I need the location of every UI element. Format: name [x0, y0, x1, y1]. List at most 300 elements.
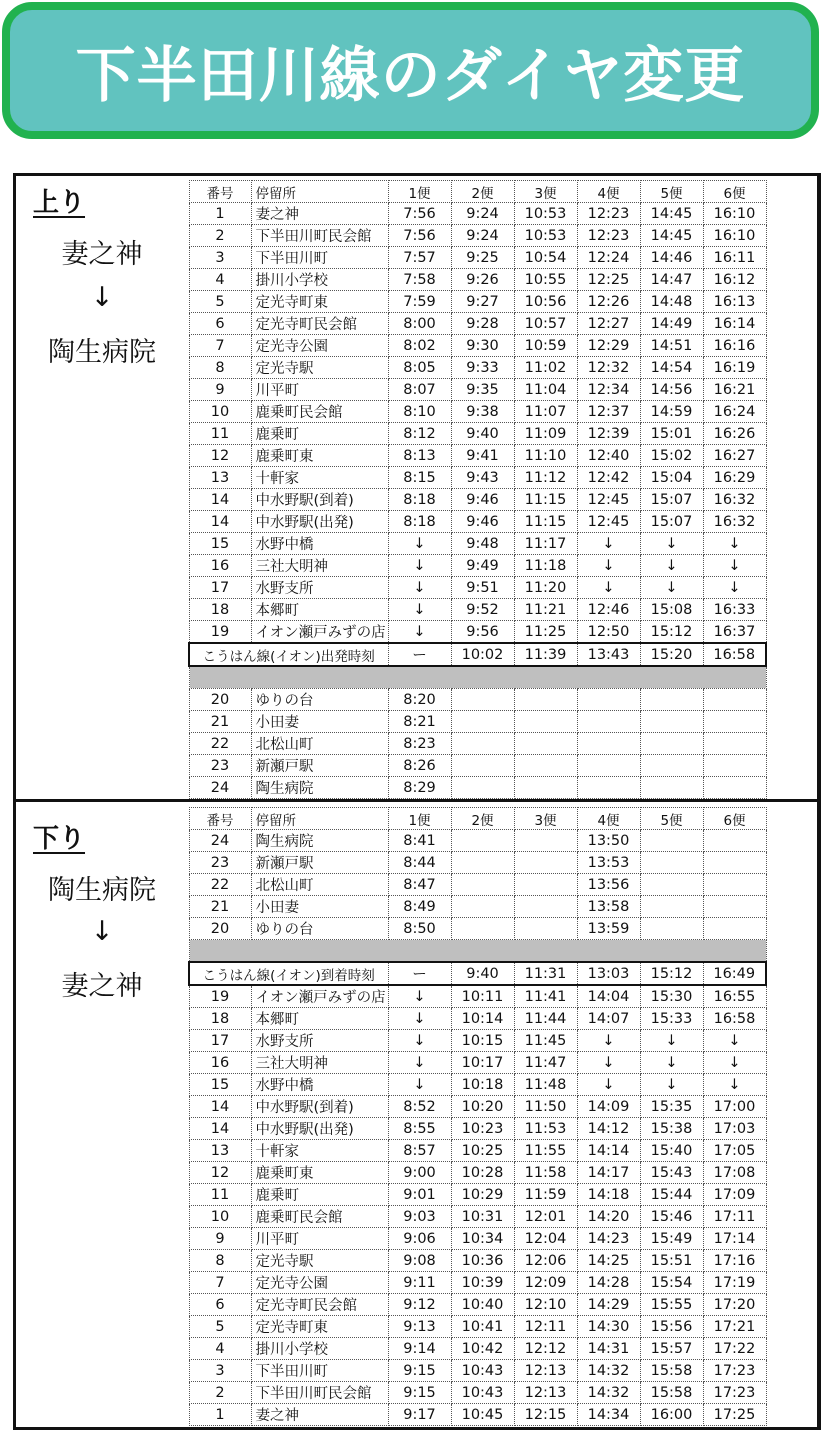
- departure-time: 17:23: [703, 1382, 766, 1404]
- departure-time: 7:56: [388, 225, 451, 247]
- table-row: [189, 918, 766, 940]
- table-row: [189, 335, 766, 357]
- connection-time: 16:58: [703, 643, 766, 666]
- departure-time: ↓: [577, 533, 640, 555]
- departure-time: 8:23: [388, 733, 451, 755]
- stop-name: 掛川小学校: [251, 1338, 388, 1360]
- stop-name: 本郷町: [251, 1008, 388, 1030]
- stop-number: 13: [189, 1140, 251, 1162]
- departure-time: ↓: [388, 985, 451, 1008]
- departure-time: 16:00: [640, 1404, 703, 1426]
- departure-time: 12:34: [577, 379, 640, 401]
- stop-name: 小田妻: [251, 896, 388, 918]
- departure-time: 14:30: [577, 1316, 640, 1338]
- departure-time: 12:24: [577, 247, 640, 269]
- departure-time: 15:01: [640, 423, 703, 445]
- departure-time: 11:18: [514, 555, 577, 577]
- departure-time: 17:14: [703, 1228, 766, 1250]
- departure-time: 15:43: [640, 1162, 703, 1184]
- departure-time: 15:38: [640, 1118, 703, 1140]
- departure-time: 11:55: [514, 1140, 577, 1162]
- stop-number: 11: [189, 1184, 251, 1206]
- stop-name: 中水野駅(出発): [251, 511, 388, 533]
- departure-time: [703, 755, 766, 777]
- connection-time: 15:20: [640, 643, 703, 666]
- departure-time: 12:11: [514, 1316, 577, 1338]
- stop-number: 10: [189, 401, 251, 423]
- connection-time: ー: [388, 962, 451, 985]
- departure-time: 16:26: [703, 423, 766, 445]
- departure-time: [514, 755, 577, 777]
- stop-name: 下半田川町民会館: [251, 225, 388, 247]
- table-row: [189, 225, 766, 247]
- table-row: [189, 357, 766, 379]
- departure-time: 14:34: [577, 1404, 640, 1426]
- stop-name: 陶生病院: [251, 830, 388, 852]
- departure-time: 8:13: [388, 445, 451, 467]
- table-row: [189, 1052, 766, 1074]
- stop-name: 水野支所: [251, 1030, 388, 1052]
- table-row: [189, 533, 766, 555]
- stop-name: 鹿乗町: [251, 423, 388, 445]
- table-row: [189, 555, 766, 577]
- departure-time: 13:58: [577, 896, 640, 918]
- table-row: [189, 777, 766, 799]
- departure-time: 10:14: [451, 1008, 514, 1030]
- departure-time: 14:25: [577, 1250, 640, 1272]
- departure-time: 7:57: [388, 247, 451, 269]
- departure-time: 10:41: [451, 1316, 514, 1338]
- departure-time: 10:45: [451, 1404, 514, 1426]
- departure-time: 16:27: [703, 445, 766, 467]
- departure-time: 14:47: [640, 269, 703, 291]
- stop-number: 14: [189, 1096, 251, 1118]
- table-row: [189, 511, 766, 533]
- column-header: 5便: [640, 181, 703, 203]
- stop-name: 北松山町: [251, 874, 388, 896]
- connection-time: 11:39: [514, 643, 577, 666]
- stop-number: 21: [189, 896, 251, 918]
- connection-label: こうはん線(イオン)到着時刻: [189, 962, 388, 985]
- departure-time: 16:55: [703, 985, 766, 1008]
- stop-number: 16: [189, 555, 251, 577]
- departure-time: 11:20: [514, 577, 577, 599]
- departure-time: 16:16: [703, 335, 766, 357]
- departure-time: 15:02: [640, 445, 703, 467]
- departure-time: 17:16: [703, 1250, 766, 1272]
- departure-time: 12:40: [577, 445, 640, 467]
- table-row: [189, 1096, 766, 1118]
- departure-time: 8:12: [388, 423, 451, 445]
- departure-time: 8:10: [388, 401, 451, 423]
- stop-number: 23: [189, 852, 251, 874]
- departure-time: [640, 852, 703, 874]
- stop-name: 定光寺町民会館: [251, 1294, 388, 1316]
- departure-time: [577, 755, 640, 777]
- stop-name: 新瀬戸駅: [251, 755, 388, 777]
- departure-time: 9:56: [451, 621, 514, 644]
- departure-time: [640, 874, 703, 896]
- departure-time: [451, 711, 514, 733]
- departure-time: 15:56: [640, 1316, 703, 1338]
- connection-time: 10:02: [451, 643, 514, 666]
- departure-time: 14:59: [640, 401, 703, 423]
- departure-time: ↓: [577, 1052, 640, 1074]
- departure-time: 17:23: [703, 1360, 766, 1382]
- departure-time: 14:45: [640, 203, 703, 225]
- column-header: 4便: [577, 808, 640, 830]
- stop-name: 下半田川町: [251, 247, 388, 269]
- stop-number: 1: [189, 1404, 251, 1426]
- departure-time: 9:43: [451, 467, 514, 489]
- table-row: [189, 755, 766, 777]
- column-header: 1便: [388, 808, 451, 830]
- departure-time: ↓: [388, 555, 451, 577]
- table-row: [189, 401, 766, 423]
- stop-number: 5: [189, 291, 251, 313]
- departure-time: 17:22: [703, 1338, 766, 1360]
- departure-time: 9:17: [388, 1404, 451, 1426]
- column-header: 停留所: [251, 181, 388, 203]
- departure-time: 8:07: [388, 379, 451, 401]
- departure-time: 9:14: [388, 1338, 451, 1360]
- departure-time: 16:32: [703, 511, 766, 533]
- departure-time: [703, 874, 766, 896]
- departure-time: 11:21: [514, 599, 577, 621]
- table-row: [189, 1272, 766, 1294]
- stop-name: 水野支所: [251, 577, 388, 599]
- departure-time: 9:08: [388, 1250, 451, 1272]
- departure-time: 7:59: [388, 291, 451, 313]
- departure-time: 15:40: [640, 1140, 703, 1162]
- table-row: [189, 203, 766, 225]
- stop-name: 陶生病院: [251, 777, 388, 799]
- departure-time: 16:13: [703, 291, 766, 313]
- departure-time: 9:51: [451, 577, 514, 599]
- departure-time: 8:00: [388, 313, 451, 335]
- departure-time: ↓: [388, 1074, 451, 1096]
- departure-time: 10:23: [451, 1118, 514, 1140]
- departure-time: ↓: [640, 1052, 703, 1074]
- table-row: [189, 577, 766, 599]
- stop-name: 定光寺町民会館: [251, 313, 388, 335]
- departure-time: 8:21: [388, 711, 451, 733]
- departure-time: 14:46: [640, 247, 703, 269]
- departure-time: 14:48: [640, 291, 703, 313]
- destination-stop-up: 陶生病院: [48, 337, 156, 368]
- departure-time: [514, 733, 577, 755]
- stop-number: 14: [189, 489, 251, 511]
- departure-time: 10:56: [514, 291, 577, 313]
- departure-time: 14:45: [640, 225, 703, 247]
- departure-time: 10:53: [514, 203, 577, 225]
- departure-time: 9:00: [388, 1162, 451, 1184]
- departure-time: ↓: [388, 1030, 451, 1052]
- separator-row: [189, 666, 766, 689]
- departure-time: 8:05: [388, 357, 451, 379]
- departure-time: 16:10: [703, 225, 766, 247]
- departure-time: [703, 733, 766, 755]
- departure-time: 12:13: [514, 1360, 577, 1382]
- departure-time: 9:48: [451, 533, 514, 555]
- departure-time: 12:32: [577, 357, 640, 379]
- departure-time: 9:25: [451, 247, 514, 269]
- departure-time: 15:44: [640, 1184, 703, 1206]
- connection-time: 13:03: [577, 962, 640, 985]
- table-row: [189, 1316, 766, 1338]
- separator-row: [189, 940, 766, 963]
- departure-time: 10:54: [514, 247, 577, 269]
- departure-time: 9:35: [451, 379, 514, 401]
- departure-time: 9:33: [451, 357, 514, 379]
- departure-time: 9:38: [451, 401, 514, 423]
- stop-number: 2: [189, 225, 251, 247]
- departure-time: 11:45: [514, 1030, 577, 1052]
- table-row: [189, 852, 766, 874]
- departure-time: 12:46: [577, 599, 640, 621]
- departure-time: [451, 830, 514, 852]
- stop-number: 18: [189, 599, 251, 621]
- connection-time: 16:49: [703, 962, 766, 985]
- column-header: 停留所: [251, 808, 388, 830]
- departure-time: 9:49: [451, 555, 514, 577]
- stop-number: 14: [189, 1118, 251, 1140]
- table-row: [189, 1140, 766, 1162]
- stop-number: 15: [189, 1074, 251, 1096]
- departure-time: 14:23: [577, 1228, 640, 1250]
- table-row: [189, 1118, 766, 1140]
- departure-time: ↓: [640, 1074, 703, 1096]
- departure-time: ↓: [703, 533, 766, 555]
- departure-time: 9:15: [388, 1382, 451, 1404]
- table-header-row: [189, 808, 766, 830]
- stop-number: 5: [189, 1316, 251, 1338]
- stop-name: 中水野駅(到着): [251, 1096, 388, 1118]
- departure-time: ↓: [388, 1052, 451, 1074]
- stop-name: 川平町: [251, 379, 388, 401]
- departure-time: 7:56: [388, 203, 451, 225]
- departure-time: [451, 755, 514, 777]
- departure-time: [451, 733, 514, 755]
- departure-time: [451, 874, 514, 896]
- table-header-row: [189, 181, 766, 203]
- departure-time: 14:09: [577, 1096, 640, 1118]
- separator-cell: [189, 666, 766, 689]
- stop-name: イオン瀬戸みずの店: [251, 985, 388, 1008]
- timetable-up: [188, 180, 767, 799]
- departure-time: 10:20: [451, 1096, 514, 1118]
- departure-time: 13:59: [577, 918, 640, 940]
- departure-time: 12:10: [514, 1294, 577, 1316]
- departure-time: 8:18: [388, 489, 451, 511]
- departure-time: 17:05: [703, 1140, 766, 1162]
- departure-time: 11:59: [514, 1184, 577, 1206]
- departure-time: 11:15: [514, 489, 577, 511]
- departure-time: [451, 689, 514, 711]
- stop-name: 下半田川町民会館: [251, 1382, 388, 1404]
- departure-time: ↓: [577, 555, 640, 577]
- departure-time: 8:44: [388, 852, 451, 874]
- departure-time: 9:03: [388, 1206, 451, 1228]
- departure-time: 14:29: [577, 1294, 640, 1316]
- stop-number: 14: [189, 511, 251, 533]
- departure-time: 12:12: [514, 1338, 577, 1360]
- departure-time: 8:49: [388, 896, 451, 918]
- stop-number: 4: [189, 269, 251, 291]
- departure-time: 9:12: [388, 1294, 451, 1316]
- departure-time: 17:19: [703, 1272, 766, 1294]
- departure-time: 16:11: [703, 247, 766, 269]
- stop-number: 9: [189, 379, 251, 401]
- stop-name: 川平町: [251, 1228, 388, 1250]
- departure-time: 11:10: [514, 445, 577, 467]
- departure-time: ↓: [388, 577, 451, 599]
- destination-stop-down: 妻之神: [61, 971, 143, 1002]
- departure-time: 12:39: [577, 423, 640, 445]
- stop-name: 中水野駅(出発): [251, 1118, 388, 1140]
- stop-number: 8: [189, 357, 251, 379]
- departure-time: 11:58: [514, 1162, 577, 1184]
- departure-time: 14:07: [577, 1008, 640, 1030]
- column-header: 5便: [640, 808, 703, 830]
- departure-time: 14:51: [640, 335, 703, 357]
- departure-time: 15:35: [640, 1096, 703, 1118]
- departure-time: 9:46: [451, 489, 514, 511]
- departure-time: 17:03: [703, 1118, 766, 1140]
- stop-name: 鹿乗町民会館: [251, 401, 388, 423]
- table-row: [189, 1338, 766, 1360]
- table-row: [189, 1008, 766, 1030]
- table-row: [189, 1250, 766, 1272]
- stop-name: 水野中橋: [251, 1074, 388, 1096]
- departure-time: 7:58: [388, 269, 451, 291]
- departure-time: 8:20: [388, 689, 451, 711]
- departure-time: 11:44: [514, 1008, 577, 1030]
- departure-time: 9:40: [451, 423, 514, 445]
- stop-number: 4: [189, 1338, 251, 1360]
- direction-label-down: 下り: [33, 824, 86, 854]
- departure-time: 10:36: [451, 1250, 514, 1272]
- departure-time: ↓: [703, 1030, 766, 1052]
- departure-time: 9:26: [451, 269, 514, 291]
- section-up: [13, 173, 821, 801]
- departure-time: 14:54: [640, 357, 703, 379]
- departure-time: 15:57: [640, 1338, 703, 1360]
- departure-time: [640, 733, 703, 755]
- departure-time: 12:01: [514, 1206, 577, 1228]
- departure-time: 15:51: [640, 1250, 703, 1272]
- stop-name: 水野中橋: [251, 533, 388, 555]
- departure-time: 9:41: [451, 445, 514, 467]
- departure-time: 12:45: [577, 511, 640, 533]
- departure-time: [640, 755, 703, 777]
- departure-time: 12:23: [577, 203, 640, 225]
- table-row: [189, 489, 766, 511]
- column-header: 1便: [388, 181, 451, 203]
- stop-number: 7: [189, 335, 251, 357]
- table-row: [189, 313, 766, 335]
- departure-time: 10:11: [451, 985, 514, 1008]
- departure-time: 12:25: [577, 269, 640, 291]
- departure-time: 11:15: [514, 511, 577, 533]
- departure-time: 10:28: [451, 1162, 514, 1184]
- stop-number: 2: [189, 1382, 251, 1404]
- departure-time: 15:08: [640, 599, 703, 621]
- departure-time: [577, 777, 640, 799]
- departure-time: 14:56: [640, 379, 703, 401]
- departure-time: 10:39: [451, 1272, 514, 1294]
- stop-name: 妻之神: [251, 203, 388, 225]
- stop-name: 本郷町: [251, 599, 388, 621]
- stop-number: 21: [189, 711, 251, 733]
- departure-time: 8:57: [388, 1140, 451, 1162]
- stop-number: 23: [189, 755, 251, 777]
- table-row: [189, 1228, 766, 1250]
- stop-number: 10: [189, 1206, 251, 1228]
- departure-time: 12:45: [577, 489, 640, 511]
- departure-time: 10:57: [514, 313, 577, 335]
- column-header: 番号: [189, 808, 251, 830]
- departure-time: 14:31: [577, 1338, 640, 1360]
- stop-name: 鹿乗町: [251, 1184, 388, 1206]
- departure-time: 12:37: [577, 401, 640, 423]
- table-row: [189, 379, 766, 401]
- stop-number: 17: [189, 1030, 251, 1052]
- departure-time: 13:53: [577, 852, 640, 874]
- departure-time: 12:42: [577, 467, 640, 489]
- connection-time: 13:43: [577, 643, 640, 666]
- table-row: [189, 874, 766, 896]
- departure-time: 10:53: [514, 225, 577, 247]
- departure-time: ↓: [640, 577, 703, 599]
- departure-time: [640, 918, 703, 940]
- stop-number: 22: [189, 733, 251, 755]
- departure-time: 14:04: [577, 985, 640, 1008]
- table-row: [189, 985, 766, 1008]
- origin-stop-down: 陶生病院: [48, 875, 156, 906]
- departure-time: 12:26: [577, 291, 640, 313]
- departure-time: 9:13: [388, 1316, 451, 1338]
- departure-time: [514, 852, 577, 874]
- departure-time: ↓: [703, 1074, 766, 1096]
- table-row: [189, 1404, 766, 1426]
- table-row: [189, 830, 766, 852]
- stop-number: 16: [189, 1052, 251, 1074]
- stop-number: 13: [189, 467, 251, 489]
- table-row: [189, 733, 766, 755]
- departure-time: 11:25: [514, 621, 577, 644]
- stop-name: 鹿乗町民会館: [251, 1206, 388, 1228]
- departure-time: 17:21: [703, 1316, 766, 1338]
- departure-time: 11:07: [514, 401, 577, 423]
- departure-time: 15:04: [640, 467, 703, 489]
- stop-name: ゆりの台: [251, 918, 388, 940]
- departure-time: 8:55: [388, 1118, 451, 1140]
- departure-time: 14:32: [577, 1360, 640, 1382]
- column-header: 3便: [514, 181, 577, 203]
- departure-time: 10:31: [451, 1206, 514, 1228]
- separator-cell: [189, 940, 766, 963]
- table-row: [189, 291, 766, 313]
- stop-number: 24: [189, 777, 251, 799]
- column-header: 4便: [577, 181, 640, 203]
- stop-number: 20: [189, 689, 251, 711]
- departure-time: [514, 918, 577, 940]
- departure-time: [577, 733, 640, 755]
- section-down: [13, 799, 821, 1430]
- departure-time: 10:40: [451, 1294, 514, 1316]
- departure-time: 15:07: [640, 489, 703, 511]
